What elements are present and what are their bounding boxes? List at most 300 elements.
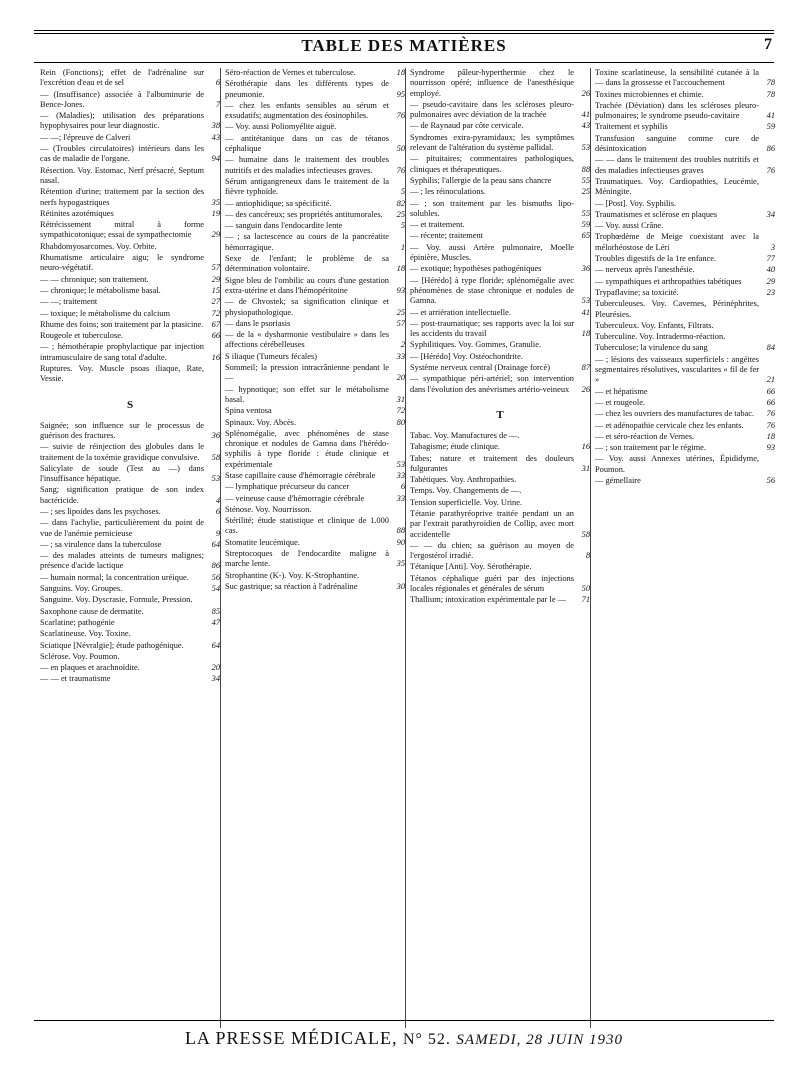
page-number: 7 [764,36,772,53]
entry-text: — [Hérédo] à type floride; splénomégalie avec phénomènes de stase chronique et nodules de Gamna. [410,275,574,306]
index-entry [410,199,590,220]
index-entry [40,464,220,485]
entry-text: Traumatiques. Voy. Cardiopathies, Leucémie, Méningite. [595,176,759,197]
index-entry [595,68,775,89]
entry-text: — post-traumatique; ses rapports avec la loi sur les accidents du travail [410,318,574,339]
index-entry [40,442,220,463]
entry-text: — ; lésions des vaisseaux superficiels : angéites segmentaires résolutives, vascularites « fil de fer » [595,354,759,385]
entry-text: — de la « dysharmonie vestibulaire » dans les affections cérébelleuses [225,330,389,350]
index-entry [410,454,590,475]
entry-text: — —; traitement [40,297,98,307]
entry-text: Tuberculeuses. Voy. Cavernes, Périnéphrites, Pleurésies. [595,299,759,319]
index-entry [40,364,220,385]
entry-text: Tabagisme; étude clinique. [410,442,500,452]
entry-text: Sciatique [Névralgie]; étude pathogénique. [40,640,184,650]
entry-page-number: 57 [211,263,220,273]
entry-text: — suivie de réinjection des globules dans le traitement de la toxémie gravidique convulsive. [40,442,204,462]
entry-text: — chez les enfants sensibles au sérum et exsudatifs; augmentation des éosinophiles. [225,100,389,121]
entry-page-number: 41 [766,111,775,121]
entry-text: Sérothérapie dans les différents types de pneumonie. [225,79,389,99]
entry-text: — antitétanique dans un cas de tétanos céphalique [225,133,389,154]
index-entry [40,485,220,506]
index-entry [225,330,405,351]
entry-page-number: 43 [581,121,590,131]
index-entry [410,243,590,264]
entry-page-number: 3 [770,242,775,252]
entry-text: Troubles digestifs de la 1re enfance. [595,254,717,264]
index-column-1 [40,68,220,1028]
entry-text: — chronique; le métabolisme basal. [40,285,161,295]
section-letter: T [496,408,504,421]
index-entry [595,155,775,176]
entry-page-number: 94 [211,154,220,164]
index-entry [410,475,590,485]
entry-page-number: 57 [396,318,405,328]
index-entry [595,101,775,122]
section-letter: S [126,398,134,411]
index-entry [225,232,405,253]
entry-text: — et hépatisme [595,386,648,396]
index-entry [410,121,590,131]
entry-page-number: 19 [211,208,220,218]
entry-text: Tabétiques. Voy. Anthropathies. [410,475,517,485]
issue-date: SAMEDI, 28 JUIN 1930 [456,1032,624,1048]
index-column-4 [595,68,775,1028]
index-column-3 [410,68,590,1028]
entry-text: — et rougeole. [595,397,646,407]
index-entry [225,571,405,581]
issue-number: N° 52. [402,1031,451,1048]
index-entry [410,264,590,274]
entry-text: Thallium; intoxication expérimentale par le — [410,595,567,605]
entry-page-number: 33 [396,351,405,361]
entry-text: — — dans le traitement des troubles nutritifs et des maladies infectieuses graves [595,155,759,175]
index-entry [595,454,775,475]
entry-text: — [Post]. Voy. Syphilis. [595,198,677,208]
entry-text: — (Insuffisance) associée à l'albuminurie de Bence-Jones. [40,89,204,109]
entry-text: Stérilité; étude statistique et clinique de 1.000 cas. [225,516,389,536]
entry-page-number: 20 [396,373,405,383]
entry-text: — (Maladies); utilisation des préparations hypophysaires pour leur diagnostic. [40,111,204,131]
index-entry [225,471,405,481]
entry-text: — lymphatique précurseur du cancer [225,482,350,492]
entry-text: Tabes; nature et traitement des douleurs fulgurantes [410,453,574,473]
entry-page-number: 47 [211,617,220,627]
index-entry [410,498,590,508]
entry-page-number: 36 [211,430,220,440]
entry-text: Trophœdème de Meige coexistant avec la mélorhéostose de Léri [595,232,759,252]
entry-text: — ; ses lipoides dans les psychoses. [40,506,161,516]
index-entry [225,276,405,297]
entry-text: — ; son traitement par les bismuths lipo-solubles. [410,198,574,218]
index-entry [225,505,405,515]
entry-page-number: 29 [211,230,220,240]
index-entry [410,541,590,562]
index-entry [225,155,405,176]
entry-text: — et séro-réaction de Vernes. [595,431,695,441]
column-divider [405,68,406,1028]
entry-page-number: 53 [396,459,405,469]
entry-text: Toxines microbiennes et chimie. [595,89,704,99]
index-entry [225,516,405,537]
page-header [34,36,774,58]
index-entry [225,538,405,548]
index-entry [225,549,405,570]
entry-text: Tuberculose; la virulence du sang [595,343,708,353]
index-entry [40,607,220,617]
index-entry [595,432,775,442]
entry-text: — ; sa lactescence au cours de la pancréatite hémorragique. [225,232,389,252]
entry-page-number: 35 [211,197,220,207]
index-entry [40,220,220,241]
index-entry [410,486,590,496]
entry-page-number: 6 [400,482,405,492]
entry-text: Spina ventosa [225,406,272,416]
entry-page-number: 26 [581,88,590,98]
entry-text: — (Troubles circulatoires) intérieurs dans les cas de maladie de l'organe. [40,144,204,164]
entry-page-number: 30 [396,581,405,591]
page-title: TABLE DES MATIÈRES [301,36,507,55]
index-entry [40,320,220,330]
entry-text: Syphilitiques. Voy. Gommes, Granulie. [410,340,542,350]
index-entry [595,90,775,100]
entry-text: Syphilis; l'allergie de la peau sans chancre [410,175,552,185]
top-rule [34,30,774,31]
index-entry [410,231,590,241]
entry-text: Sommeil; la pression intracrânienne pendant le — [225,363,389,383]
entry-text: — de Chvostek; sa signification clinique et physiopathologique. [225,297,389,317]
index-entry [40,166,220,187]
index-entry [40,286,220,296]
index-entry [595,265,775,275]
entry-page-number: 16 [581,442,590,452]
index-entry [40,584,220,594]
index-entry [410,595,590,605]
index-entry [225,363,405,384]
entry-page-number: 29 [766,276,775,286]
index-entry [40,551,220,572]
entry-text: Salicylate de soude (Test au —) dans l'insuffisance hépatique. [40,463,204,484]
entry-text: — en plaques et arachnoïdite. [40,663,140,673]
entry-text: Tuberculeux. Voy. Enfants, Filtrats. [595,320,714,330]
index-entry [40,90,220,111]
entry-page-number: 72 [396,406,405,416]
index-column-2 [225,68,405,1028]
entry-page-number: 80 [396,417,405,427]
entry-text: — de Raynaud par côte cervicale. [410,121,524,131]
index-columns [40,68,780,1028]
entry-page-number: 56 [211,572,220,582]
index-entry [410,509,590,540]
entry-page-number: 18 [766,431,775,441]
index-entry [225,352,405,362]
index-entry [225,254,405,275]
footer-rule [34,1020,774,1021]
entry-text: Saignée; son influence sur le processus de guérison des fractures. [40,420,204,440]
entry-text: — Voy. aussi Artère pulmonaire, Moelle épinière, Muscles. [410,242,574,263]
entry-page-number: 66 [766,397,775,407]
entry-page-number: 1 [400,242,405,252]
entry-page-number: 53 [211,474,220,484]
entry-page-number: 25 [396,307,405,317]
entry-page-number: 18 [396,68,405,77]
index-entry [40,629,220,639]
entry-page-number: 76 [766,165,775,175]
entry-page-number: 71 [581,595,590,605]
entry-text: — pituitaires; commentaires pathologiques, cliniques et thérapeutiques. [410,154,574,174]
entry-text: Traitement et syphilis [595,122,668,132]
entry-page-number: 64 [211,539,220,549]
entry-page-number: 78 [766,89,775,99]
index-entry [225,482,405,492]
entry-page-number: 86 [766,144,775,154]
index-entry [595,122,775,132]
entry-text: Tension superficielle. Voy. Urine. [410,497,523,507]
index-entry [595,221,775,231]
entry-text: Rhumatisme articulaire aigu; le syndrome neuro-végétatif. [40,253,204,273]
index-entry [595,409,775,419]
entry-text: — humain normal; la concentration uréique. [40,572,189,582]
entry-text: Transfusion sanguine comme cure de désintoxication [595,133,759,154]
index-entry [595,387,775,397]
entry-text: Sanguine. Voy. Dyscrasie, Formule, Pression. [40,595,193,605]
index-entry [225,297,405,318]
index-entry [595,421,775,431]
entry-text: Stomatite leucémique. [225,537,300,547]
entry-page-number: 38 [211,121,220,131]
index-entry [40,507,220,517]
entry-text: Syndrome pâleur-hyperthermie chez le nourrisson opéré; influence de l'anesthésique employé. [410,68,574,98]
entry-text: Signe bleu de l'ombilic au cours d'une gestation extra-utérine et dans l'hémopéritoine [225,275,389,295]
index-entry [595,443,775,453]
entry-text: Tétanos céphalique guéri par des injections locales régionales et générales de sérum [410,573,574,594]
entry-text: — —; l'épreuve de Calveri [40,132,131,142]
entry-page-number: 65 [581,231,590,241]
entry-text: Syndromes extra-pyramidaux; les symptômes relevant de l'altération du système pallidal. [410,132,574,153]
index-entry [410,133,590,154]
entry-text: — des cancéreux; ses propriétés antitumorales. [225,209,383,219]
entry-page-number: 66 [211,331,220,341]
entry-page-number: 25 [581,187,590,197]
entry-text: — sympathiques et arthropathies tabétiques [595,276,742,286]
index-entry [595,321,775,331]
index-entry [40,652,220,662]
index-entry [595,343,775,353]
entry-text: — sanguin dans l'endocardite lente [225,221,343,231]
index-entry [410,308,590,318]
entry-text: Spinaux. Voy. Abcès. [225,417,297,427]
entry-page-number: 76 [766,409,775,419]
index-entry [595,134,775,155]
entry-text: — exotique; hypothèses pathogéniques [410,264,542,274]
entry-page-number: 41 [581,307,590,317]
index-entry [225,177,405,198]
index-entry [225,199,405,209]
index-entry [595,210,775,220]
index-entry [410,363,590,373]
index-entry [595,288,775,298]
entry-text: — [Hérédo] Voy. Ostéochondrite. [410,351,523,361]
entry-text: — ; sa virulence dans la tuberculose [40,539,162,549]
entry-text: Tuberculine. Voy. Intradermo-réaction. [595,332,726,342]
index-entry [410,352,590,362]
entry-page-number: 66 [766,386,775,396]
entry-page-number: 53 [581,143,590,153]
entry-page-number: 55 [581,175,590,185]
entry-text: Tétanie parathyréoprive traitée pendant un an par l'extrait parathyroïdien de Collip, avec mort accidentelle [410,508,574,539]
page-footer [34,1028,774,1049]
index-entry [40,275,220,285]
index-entry [410,220,590,230]
index-entry [410,276,590,307]
entry-page-number: 50 [581,584,590,594]
entry-text: Saxophone cause de dermatite. [40,606,144,616]
entry-page-number: 86 [211,561,220,571]
entry-page-number: 5 [400,187,405,197]
entry-text: Sténose. Voy. Nourrisson. [225,504,312,514]
entry-page-number: 6 [215,78,220,88]
entry-text: — récente; traitement [410,231,484,241]
entry-text: Scarlatine; pathogénie [40,617,115,627]
index-entry [40,421,220,442]
entry-page-number: 59 [581,220,590,230]
entry-text: — des malades atteints de tumeurs malignes; présence d'acide lactique [40,551,204,571]
entry-page-number: 31 [581,463,590,473]
entry-page-number: 4 [215,495,220,505]
entry-page-number: 26 [581,384,590,394]
index-entry [595,355,775,386]
index-entry [40,540,220,550]
index-entry [40,663,220,673]
entry-text: Trachée (Déviation) dans les scléroses pleuro-pulmonaires; le syndrome pseudo-cavitaire [595,100,759,121]
index-entry [225,79,405,100]
entry-page-number: 76 [766,420,775,430]
entry-page-number: 77 [766,254,775,264]
index-entry [40,331,220,341]
index-entry [225,101,405,122]
entry-text: Sang; signification pratique de son index bactéricide. [40,485,204,505]
index-entry [595,177,775,198]
entry-page-number: 18 [396,264,405,274]
entry-page-number: 78 [766,78,775,88]
entry-text: Ruptures. Voy. Muscle psoas iliaque, Rate, Vessie. [40,364,204,384]
index-entry [40,618,220,628]
index-entry [225,385,405,406]
entry-text: Sclérose. Voy. Poumon. [40,651,120,661]
entry-page-number: 87 [581,363,590,373]
index-entry [410,187,590,197]
index-entry [225,494,405,504]
index-entry [595,277,775,287]
entry-page-number: 54 [211,584,220,594]
entry-text: — humaine dans le traitement des troubles nutritifs et des maladies infectieuses graves. [225,155,389,175]
entry-page-number: 85 [211,606,220,616]
entry-text: Stase capillaire cause d'hémorragie cérébrale [225,470,376,480]
column-divider [220,68,221,1028]
index-entry [40,209,220,219]
entry-text: Rétinites azotémiques [40,208,114,218]
index-entry [40,297,220,307]
index-entry [225,582,405,592]
column-divider [590,68,591,1028]
entry-text: — gémellaire [595,475,641,485]
index-entry [410,431,590,441]
entry-text: Trypaflavine; sa toxicité. [595,287,679,297]
entry-page-number: 33 [396,470,405,480]
entry-text: — — chronique; son traitement. [40,274,149,284]
index-entry [595,199,775,209]
index-entry [595,232,775,253]
entry-text: — Voy. aussi Crâne. [595,221,664,231]
index-entry [40,144,220,165]
entry-text: Tabac. Voy. Manufactures de —. [410,430,520,440]
entry-text: Temps. Voy. Changements de —. [410,486,522,496]
index-entry [40,595,220,605]
entry-page-number: 31 [396,394,405,404]
top-rule-double [34,33,774,34]
entry-page-number: 56 [766,475,775,485]
journal-name: LA PRESSE MÉDICALE, [184,1028,398,1048]
index-entry [225,418,405,428]
index-entry [410,442,590,452]
entry-text: — sympathique péri-artériel; son intervention dans l'évolution des anévrismes artério-veineux [410,374,574,394]
index-entry [40,518,220,539]
entry-text: — nerveux après l'anesthésie. [595,265,695,275]
index-entry [410,562,590,572]
entry-page-number: 9 [215,528,220,538]
index-entry [40,573,220,583]
entry-text: — ; son traitement par le régime. [595,443,706,453]
entry-page-number: 76 [396,165,405,175]
entry-text: Séro-réaction de Vernes et tuberculose. [225,68,356,77]
entry-text: Toxine scarlatineuse, la sensibilité cutanée à la — dans la grossesse et l'accouchement [595,68,759,88]
entry-page-number: 58 [581,529,590,539]
entry-text: Strophantine (K-). Voy. K-Strophantine. [225,570,360,580]
entry-page-number: 7 [215,99,220,109]
entry-page-number: 93 [396,285,405,295]
entry-text: — — et traumatisme [40,674,111,684]
entry-page-number: 21 [766,375,775,385]
index-entry [410,574,590,595]
entry-text: Rhabdomyosarcomes. Voy. Orbite. [40,241,157,251]
entry-text: — ; hémothérapie prophylactique par injection intramusculaire de sang total d'adulte. [40,342,204,362]
entry-page-number: 33 [396,493,405,503]
index-entry [225,221,405,231]
entry-page-number: 93 [766,443,775,453]
index-entry [40,242,220,252]
entry-page-number: 72 [211,308,220,318]
index-entry [410,340,590,350]
entry-text: — et traitement. [410,220,465,230]
entry-text: — — du chien; sa guérison au moyen de l'ergostérol irradié. [410,540,574,561]
index-entry [40,641,220,651]
entry-page-number: 8 [585,551,590,561]
entry-page-number: 20 [211,663,220,673]
entry-text: — Voy. aussi Annexes utérines, Épididyme, Poumon. [595,454,759,474]
index-entry [595,476,775,486]
index-entry [595,332,775,342]
entry-page-number: 5 [400,221,405,231]
entry-page-number: 88 [396,526,405,536]
index-entry [410,319,590,340]
entry-text: — et adénopathie cervicale chez les enfants. [595,420,744,430]
entry-page-number: 67 [211,319,220,329]
entry-text: — toxique; le métabolisme du calcium [40,308,171,318]
index-entry [410,68,590,99]
entry-text: — Voy. aussi Poliomyélite aiguë. [225,122,337,132]
entry-page-number: 40 [766,265,775,275]
index-entry [40,342,220,363]
